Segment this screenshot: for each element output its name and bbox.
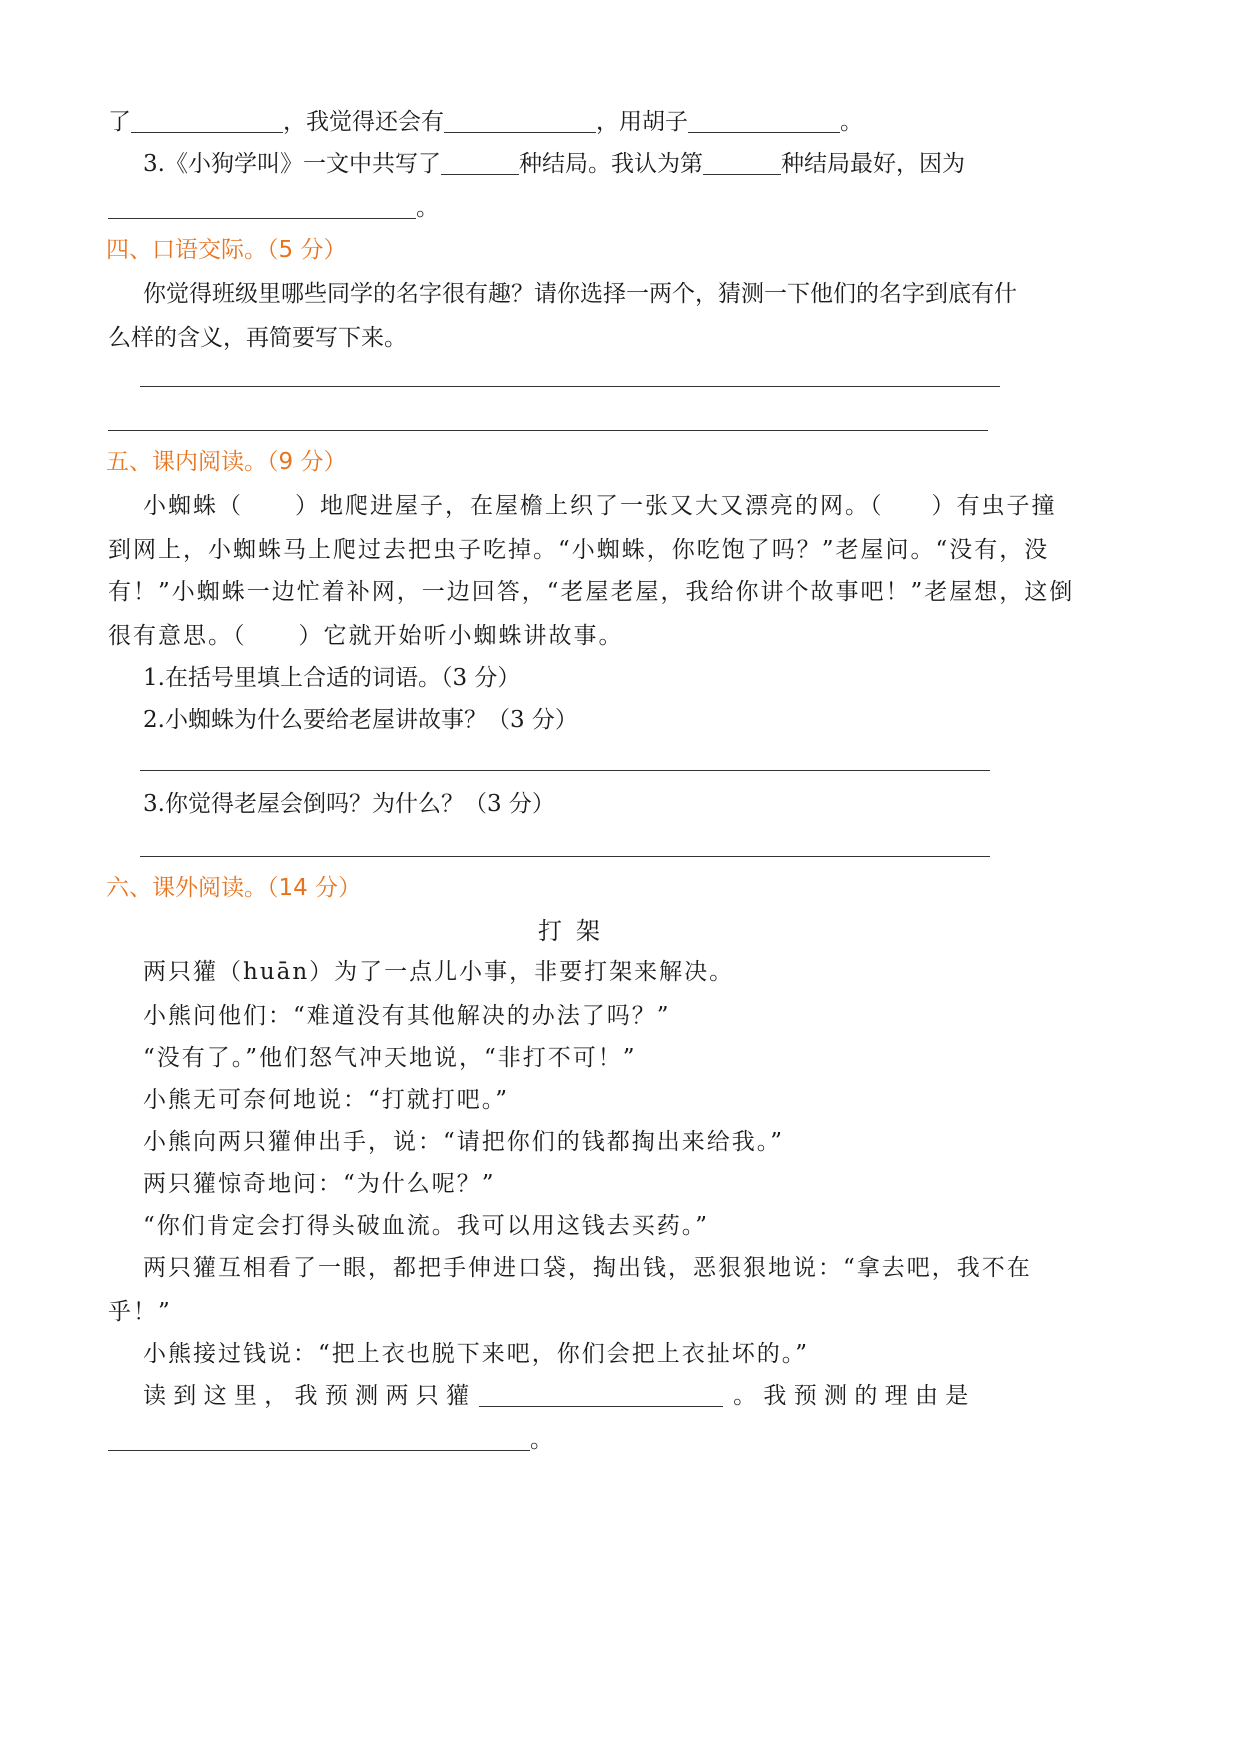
answer-line[interactable] <box>108 430 988 431</box>
answer-blank[interactable] <box>479 1382 723 1407</box>
story-paragraph: 两只獾（huān）为了一点儿小事，非要打架来解决。 <box>143 959 735 985</box>
answer-blank[interactable] <box>108 194 416 219</box>
text-seg: 很有意思。（ <box>108 623 247 649</box>
story-paragraph: “你们肯定会打得头破血流。我可以用这钱去买药。” <box>143 1213 710 1239</box>
question-1: 1.在括号里填上合适的词语。（3 分） <box>143 665 521 691</box>
answer-blank[interactable] <box>108 1426 530 1451</box>
text-seg: 。 我 预 测 的 理 由 是 <box>733 1383 969 1409</box>
question-3-line <box>143 148 965 180</box>
answer-blank[interactable] <box>688 108 840 133</box>
story-paragraph: 两只獾惊奇地问：“为什么呢？” <box>143 1171 496 1197</box>
text-seg: 种结局最好，因为 <box>780 151 965 177</box>
answer-line[interactable] <box>140 770 990 771</box>
story-paragraph: 两只獾互相看了一眼，都把手伸进口袋，掏出钱，恶狠狠地说：“拿去吧，我不在 <box>143 1255 1032 1281</box>
text-seg: ）它就开始听小蜘蛛讲故事。 <box>298 623 624 649</box>
text-seg: 。 <box>840 109 863 135</box>
prediction-question <box>143 1380 968 1412</box>
text-seg: 3.《小狗学叫》一文中共写了 <box>143 151 441 177</box>
answer-blank[interactable] <box>131 108 283 133</box>
question-3-answer-line <box>108 192 439 224</box>
text-seg: 读 到 这 里 ， 我 预 测 两 只 獾 <box>143 1383 470 1409</box>
text-seg: 种结局。我认为第 <box>518 151 703 177</box>
text-seg: 小蜘蛛（ <box>143 493 243 519</box>
story-paragraph: 小熊问他们：“难道没有其他解决的办法了吗？” <box>143 1003 671 1029</box>
question-2: 2.小蜘蛛为什么要给老屋讲故事？（3 分） <box>143 707 578 733</box>
story-paragraph: 小熊接过钱说：“把上衣也脱下来吧，你们会把上衣扯坏的。” <box>143 1341 810 1367</box>
answer-line[interactable] <box>140 386 1000 387</box>
section-5-heading: 五、课内阅读。（9 分） <box>106 449 347 475</box>
story-paragraph: 乎！” <box>108 1299 172 1325</box>
text-seg: 。 <box>530 1427 553 1453</box>
section-4-heading: 四、口语交际。（5 分） <box>106 237 347 263</box>
section-6-heading: 六、课外阅读。（14 分） <box>106 875 362 901</box>
paragraph-line: 你觉得班级里哪些同学的名字很有趣？请你选择一两个，猜测一下他们的名字到底有什 <box>143 281 1017 307</box>
paragraph-line: 么样的含义，再简要写下来。 <box>108 325 407 351</box>
text-seg: ，我觉得还会有 <box>283 109 444 135</box>
answer-blank[interactable] <box>441 150 519 175</box>
story-paragraph: 小熊无可奈何地说：“打就打吧。” <box>143 1087 510 1113</box>
fill-line-1 <box>108 106 863 138</box>
reading-line <box>143 490 1057 522</box>
text-seg: 。 <box>416 195 439 221</box>
text-seg: ，用胡子 <box>596 109 688 135</box>
reading-line <box>108 620 624 652</box>
answer-blank[interactable] <box>703 150 781 175</box>
reading-line: 有！”小蜘蛛一边忙着补网，一边回答，“老屋老屋，我给你讲个故事吧！”老屋想，这倒 <box>108 579 1075 605</box>
reading-line: 到网上，小蜘蛛马上爬过去把虫子吃掉。“小蜘蛛，你吃饱了吗？”老屋问。“没有，没 <box>108 537 1050 563</box>
story-paragraph: 小熊向两只獾伸出手，说：“请把你们的钱都掏出来给我。” <box>143 1129 785 1155</box>
answer-line[interactable] <box>140 856 990 857</box>
answer-blank[interactable] <box>444 108 596 133</box>
text-seg: ）有虫子撞 <box>931 493 1057 519</box>
question-3: 3.你觉得老屋会倒吗？为什么？（3 分） <box>143 791 555 817</box>
story-title: 打架 <box>538 917 614 945</box>
text-seg: 了 <box>108 109 131 135</box>
story-paragraph: “没有了。”他们怒气冲天地说，“非打不可！” <box>143 1045 637 1071</box>
prediction-answer-line <box>108 1424 553 1456</box>
text-seg: ）地爬进屋子，在屋檐上织了一张又大又漂亮的网。（ <box>295 493 884 519</box>
